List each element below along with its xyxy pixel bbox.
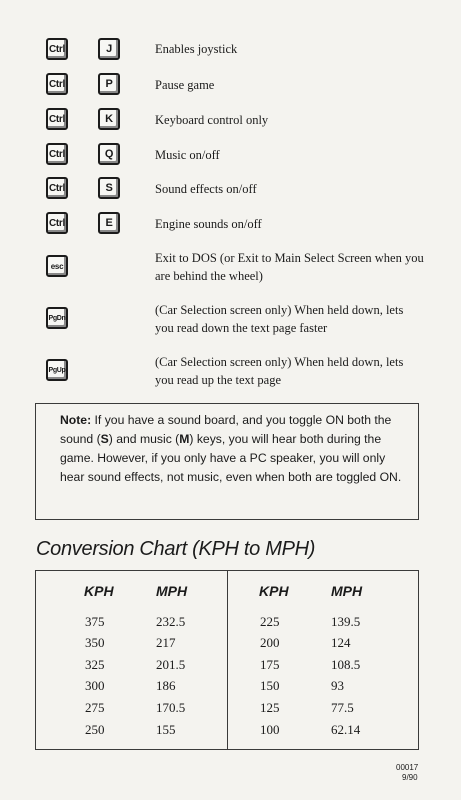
table-cell: 124 <box>331 635 351 650</box>
table-cell: 375 <box>85 614 105 629</box>
note-key-s: S <box>100 432 109 446</box>
document-date: 9/90 <box>402 773 418 782</box>
table-cell: 225 <box>260 614 280 629</box>
shortcut-description: Keyboard control only <box>155 113 269 127</box>
ctrl-key-icon: Ctrl <box>46 108 68 130</box>
pgup-key-icon: PgUp <box>46 359 68 381</box>
table-cell: 77.5 <box>331 700 354 715</box>
header-kph: KPH <box>84 583 114 599</box>
table-cell: 62.14 <box>331 722 361 737</box>
table-cell: 186 <box>156 678 176 693</box>
shortcut-description: Sound effects on/off <box>155 182 257 196</box>
table-cell: 200 <box>260 635 280 650</box>
shortcut-description: Engine sounds on/off <box>155 217 262 231</box>
header-kph: KPH <box>259 583 289 599</box>
k-key-icon: K <box>98 108 120 130</box>
table-cell: 325 <box>85 657 105 672</box>
table-cell: 275 <box>85 700 105 715</box>
pgdn-key-icon: PgDn <box>46 307 68 329</box>
conversion-chart-title: Conversion Chart (KPH to MPH) <box>36 538 316 560</box>
note-text: ) and music ( <box>108 432 180 446</box>
ctrl-key-icon: Ctrl <box>46 38 68 60</box>
q-key-icon: Q <box>98 143 120 165</box>
note-text: If you have a sound board, and you toggle ON both the sound ( <box>60 413 392 446</box>
p-key-icon: P <box>98 73 120 95</box>
table-cell: 150 <box>260 678 280 693</box>
conversion-table <box>35 570 419 750</box>
table-cell: 93 <box>331 678 344 693</box>
shortcut-description: Pause game <box>155 78 215 92</box>
note-text: ) keys, you will hear both during the game. However, if you only have a PC speaker, you will only hear sound effects, not music, even when both are toggled ON. <box>60 432 402 484</box>
table-cell: 232.5 <box>156 614 186 629</box>
table-cell: 170.5 <box>156 700 186 715</box>
shortcut-description: Exit to DOS (or Exit to Main Select Screen when you are behind the wheel) <box>155 251 424 283</box>
ctrl-key-icon: Ctrl <box>46 177 68 199</box>
esc-key-icon: esc <box>46 255 68 277</box>
table-cell: 108.5 <box>331 657 361 672</box>
table-cell: 217 <box>156 635 176 650</box>
ctrl-key-icon: Ctrl <box>46 73 68 95</box>
j-key-icon: J <box>98 38 120 60</box>
shortcut-description: (Car Selection screen only) When held down, lets you read up the text page <box>155 355 404 387</box>
s-key-icon: S <box>98 177 120 199</box>
header-mph: MPH <box>331 583 363 599</box>
table-cell: 201.5 <box>156 657 186 672</box>
table-cell: 139.5 <box>331 614 361 629</box>
ctrl-key-icon: Ctrl <box>46 212 68 234</box>
header-mph: MPH <box>156 583 188 599</box>
note-label: Note: <box>60 413 92 427</box>
ctrl-key-icon: Ctrl <box>46 143 68 165</box>
shortcut-description: (Car Selection screen only) When held down, lets you read down the text page faster <box>155 303 404 335</box>
table-divider <box>227 571 228 749</box>
note-key-m: M <box>179 432 190 446</box>
shortcut-description: Enables joystick <box>155 42 238 56</box>
table-cell: 350 <box>85 635 105 650</box>
note-box <box>35 403 419 520</box>
table-cell: 300 <box>85 678 105 693</box>
table-cell: 100 <box>260 722 280 737</box>
document-code: 00017 <box>396 763 419 772</box>
table-cell: 175 <box>260 657 280 672</box>
table-cell: 155 <box>156 722 176 737</box>
table-cell: 125 <box>260 700 280 715</box>
table-cell: 250 <box>85 722 105 737</box>
e-key-icon: E <box>98 212 120 234</box>
shortcut-description: Music on/off <box>155 148 220 162</box>
